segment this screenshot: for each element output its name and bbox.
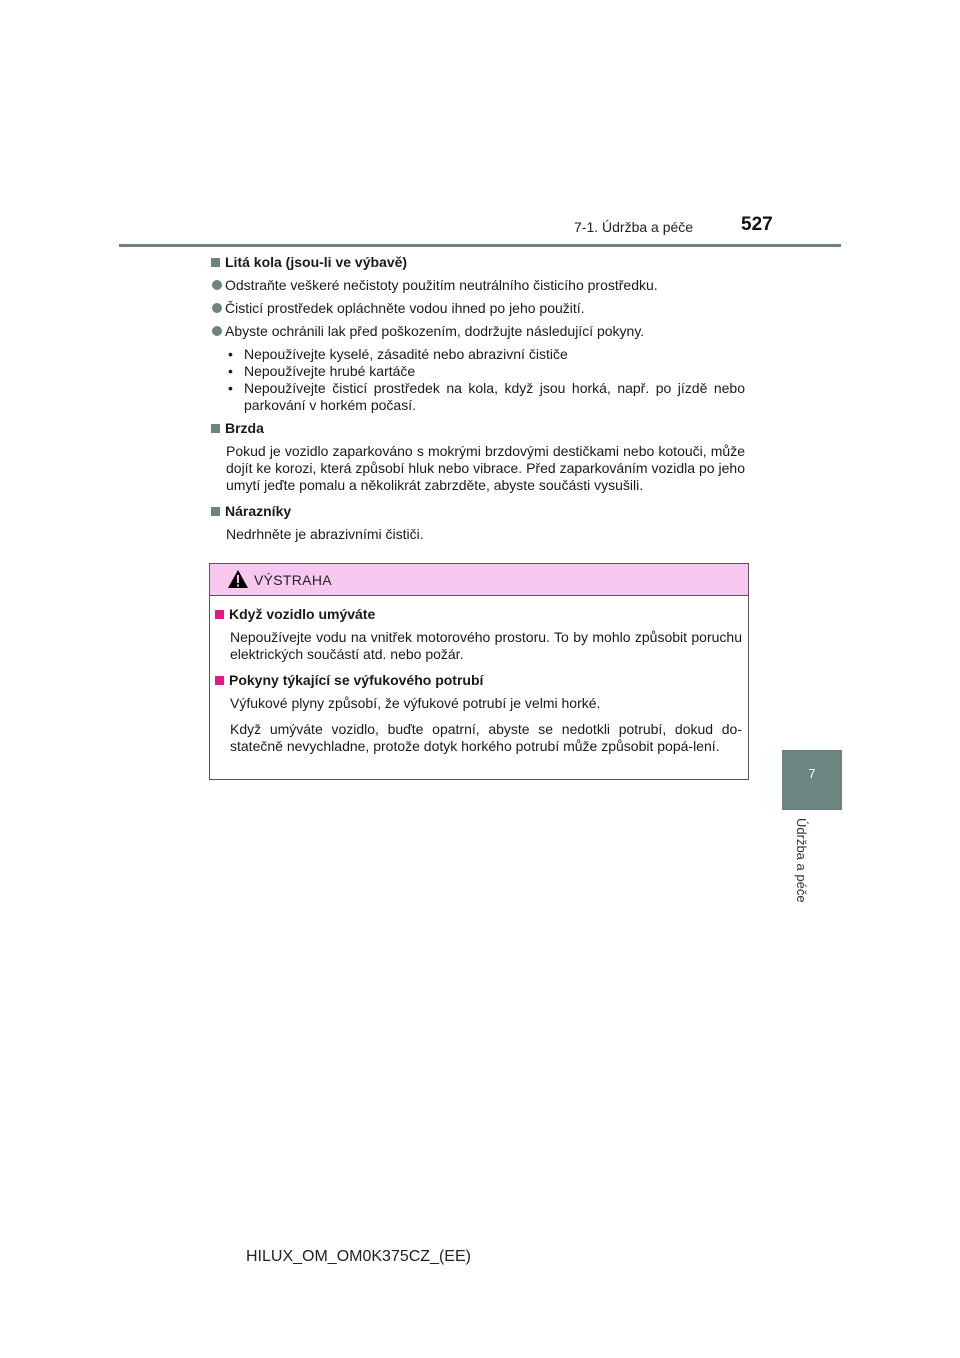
sub-list-text: Nepoužívejte hrubé kartáče [244, 363, 416, 379]
section-heading-text: Brzda [225, 420, 264, 436]
square-marker-icon [211, 258, 220, 267]
section-heading-brakes [211, 420, 745, 437]
square-marker-icon [215, 610, 224, 619]
square-marker-icon [215, 676, 224, 685]
sub-list [226, 346, 745, 414]
sub-list-item [226, 380, 745, 414]
sub-bullet-icon: • [228, 363, 233, 379]
bullet-dot-icon [212, 326, 222, 336]
sub-bullet-icon: • [228, 380, 233, 396]
section-heading-bumpers [211, 503, 745, 520]
sub-list-text: Nepoužívejte kyselé, zásadité nebo abrazivní čističe [244, 346, 568, 362]
warning-header [210, 564, 748, 596]
warning-item-title: Pokyny týkající se výfukového potrubí [229, 672, 484, 688]
sub-list-item [226, 346, 745, 363]
section-heading-text: Litá kola (jsou-li ve výbavě) [225, 254, 408, 270]
chapter-number: 7 [808, 766, 816, 781]
header-divider [119, 244, 841, 247]
main-content [211, 254, 745, 549]
warning-paragraph: Nepoužívejte vodu na vnitřek motorového prostoru. To by mohlo způsobit poruchu elektrických součástí atd. nebo požár. [230, 629, 742, 662]
list-item [211, 277, 745, 294]
warning-box [209, 563, 749, 780]
square-marker-icon [211, 507, 220, 516]
sub-list-text: Nepoužívejte čisticí prostředek na kola, když jsou horká, např. po jízdě nebo parkování v horkém počasí. [244, 380, 745, 413]
warning-paragraph: Výfukové plyny způsobí, že výfukové potrubí je velmi horké. [230, 695, 601, 711]
section-heading-text: Nárazníky [225, 503, 292, 519]
square-marker-icon [211, 424, 220, 433]
bumpers-paragraph: Nedrhněte je abrazivními čističi. [226, 526, 424, 542]
brakes-paragraph: Pokud je vozidlo zaparkováno s mokrými brzdovými destičkami nebo kotouči, může dojít ke korozi, která způsobí hluk nebo vibrace. Před zaparkováním vozidla po jeho umytí jeďte pomalu a několikrát zabrzděte, abyste součásti vysušili. [226, 443, 745, 493]
warning-item-heading [215, 672, 742, 689]
warning-triangle-icon [227, 569, 249, 589]
section-heading-wheels [211, 254, 745, 271]
warning-paragraph: Když umýváte vozidlo, buďte opatrní, abyste se nedotkli potrubí, dokud do-statečně nevychladne, protože dotyk horkého potrubí může způsobit popá-lení. [230, 721, 742, 754]
list-item-text: Abyste ochránili lak před poškozením, dodržujte následující pokyny. [225, 323, 645, 339]
sub-bullet-icon: • [228, 346, 233, 362]
list-item-text: Odstraňte veškeré nečistoty použitím neutrálního čisticího prostředku. [225, 277, 658, 293]
warning-item-title: Když vozidlo umýváte [229, 606, 376, 622]
chapter-label: Údržba a péče [794, 818, 809, 903]
chapter-tab [782, 750, 842, 810]
list-item [211, 300, 745, 317]
sub-list-item [226, 363, 745, 380]
warning-title: VÝSTRAHA [254, 572, 332, 588]
page-number: 527 [741, 214, 773, 235]
section-title: 7-1. Údržba a péče [574, 219, 694, 235]
document-code: HILUX_OM_OM0K375CZ_(EE) [246, 1248, 471, 1265]
bullet-dot-icon [212, 303, 222, 313]
warning-item-heading [215, 606, 742, 623]
bullet-dot-icon [212, 280, 222, 290]
list-item [211, 323, 745, 340]
list-item-text: Čisticí prostředek opláchněte vodou ihned po jeho použití. [225, 300, 585, 316]
warning-body [215, 606, 742, 761]
